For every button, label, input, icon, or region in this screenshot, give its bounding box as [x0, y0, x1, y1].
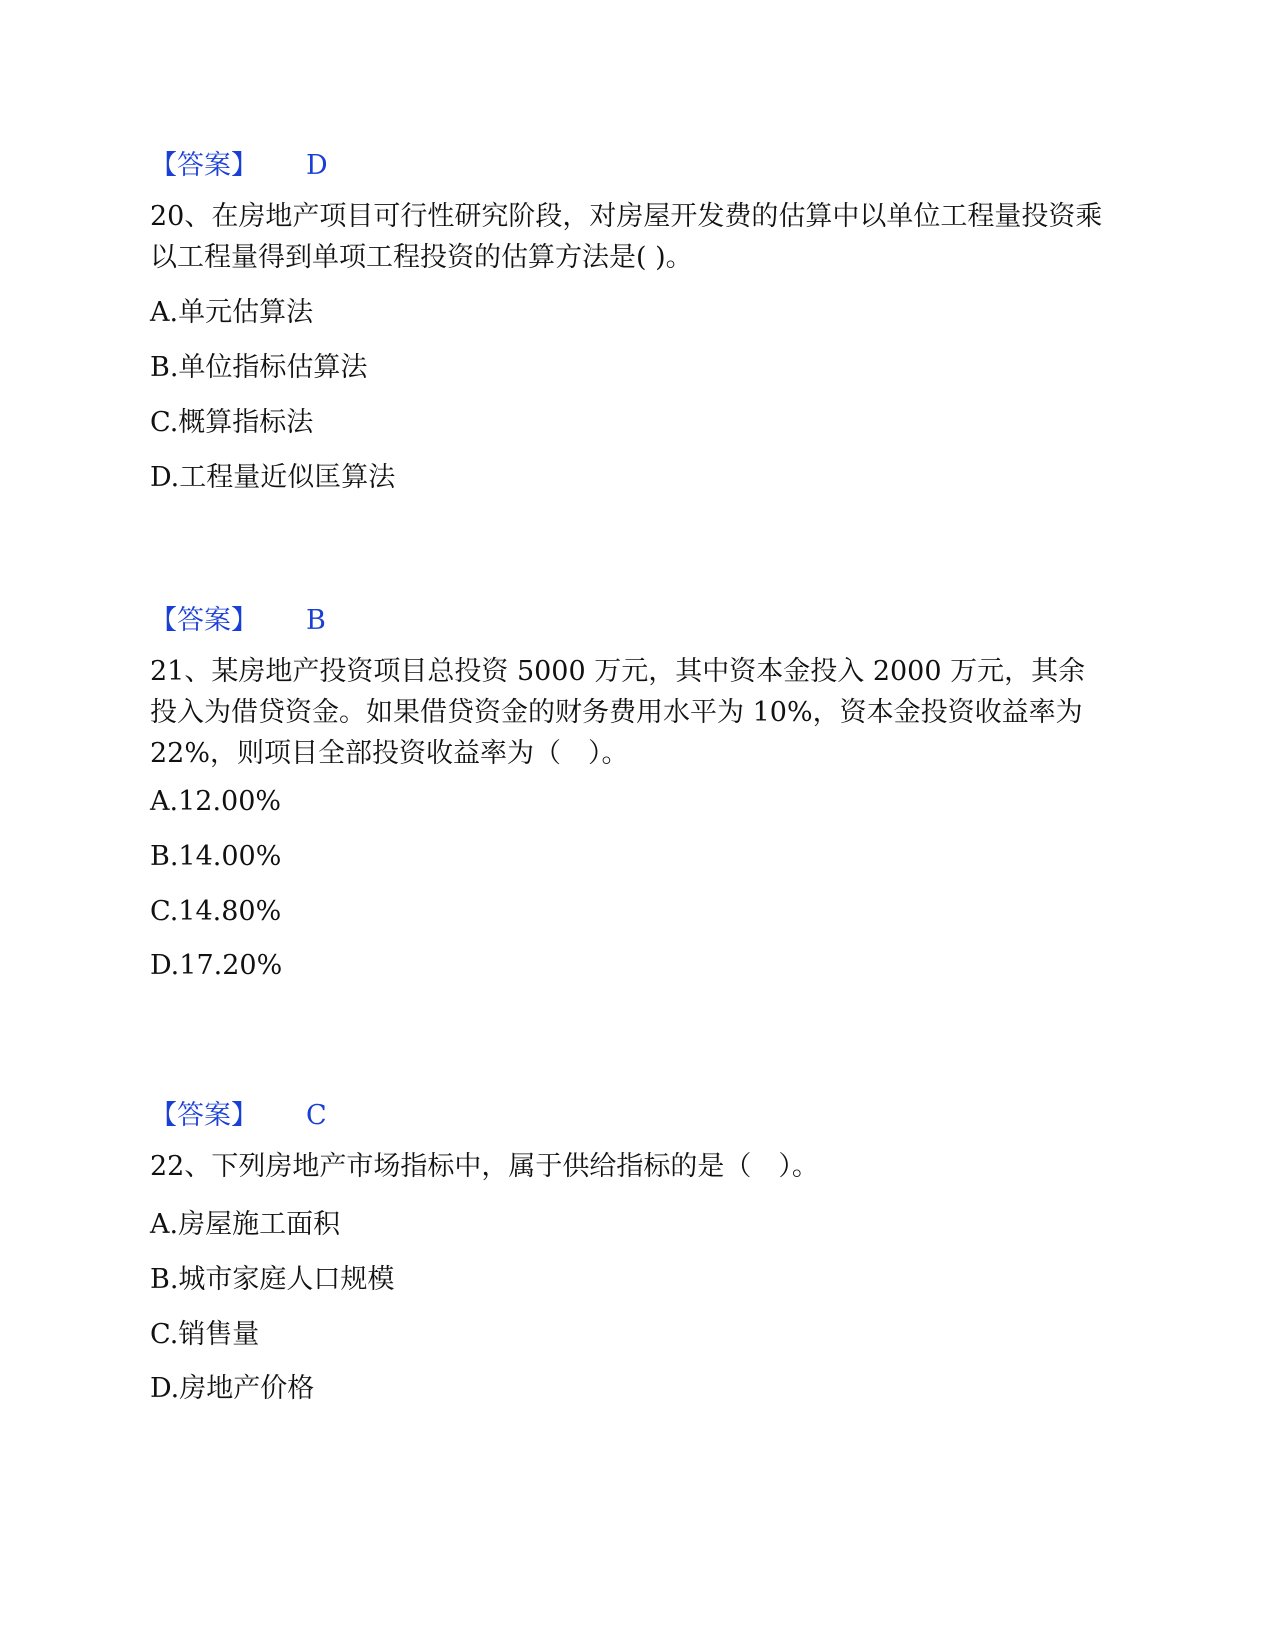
- answer-value: D: [306, 150, 328, 181]
- answer-label: 【答案】: [150, 150, 258, 181]
- option-a: A.12.00%: [150, 786, 282, 817]
- option-a: A.单元估算法: [150, 297, 314, 328]
- answer-value: C: [306, 1100, 327, 1131]
- answer-line: [150, 1093, 327, 1132]
- option-c: C.概算指标法: [150, 407, 314, 438]
- answer-value: B: [306, 605, 326, 636]
- option-d: D.工程量近似匡算法: [150, 462, 396, 493]
- question-text: 21、某房地产投资项目总投资 5000 万元，其中资本金投入 2000 万元，其余投入为借贷资金。如果借贷资金的财务费用水平为 10%，资本金投资收益率为 22%，则项目全部投资收益率为（ ）。: [150, 656, 1086, 769]
- question-text: 22、下列房地产市场指标中，属于供给指标的是（ ）。: [150, 1151, 819, 1182]
- option-b: B.14.00%: [150, 841, 282, 872]
- answer-line: [150, 143, 328, 182]
- option-d: D.房地产价格: [150, 1373, 315, 1404]
- answer-label: 【答案】: [150, 605, 258, 636]
- option-a: A.房屋施工面积: [150, 1209, 341, 1240]
- option-b: B.城市家庭人口规模: [150, 1264, 395, 1295]
- option-d: D.17.20%: [150, 950, 283, 981]
- option-b: B.单位指标估算法: [150, 352, 368, 383]
- question-text: 20、在房地产项目可行性研究阶段，对房屋开发费的估算中以单位工程量投资乘以工程量得到单项工程投资的估算方法是( )。: [150, 201, 1103, 273]
- answer-line: [150, 598, 326, 637]
- answer-label: 【答案】: [150, 1100, 258, 1131]
- option-c: C.14.80%: [150, 896, 282, 927]
- option-c: C.销售量: [150, 1319, 260, 1350]
